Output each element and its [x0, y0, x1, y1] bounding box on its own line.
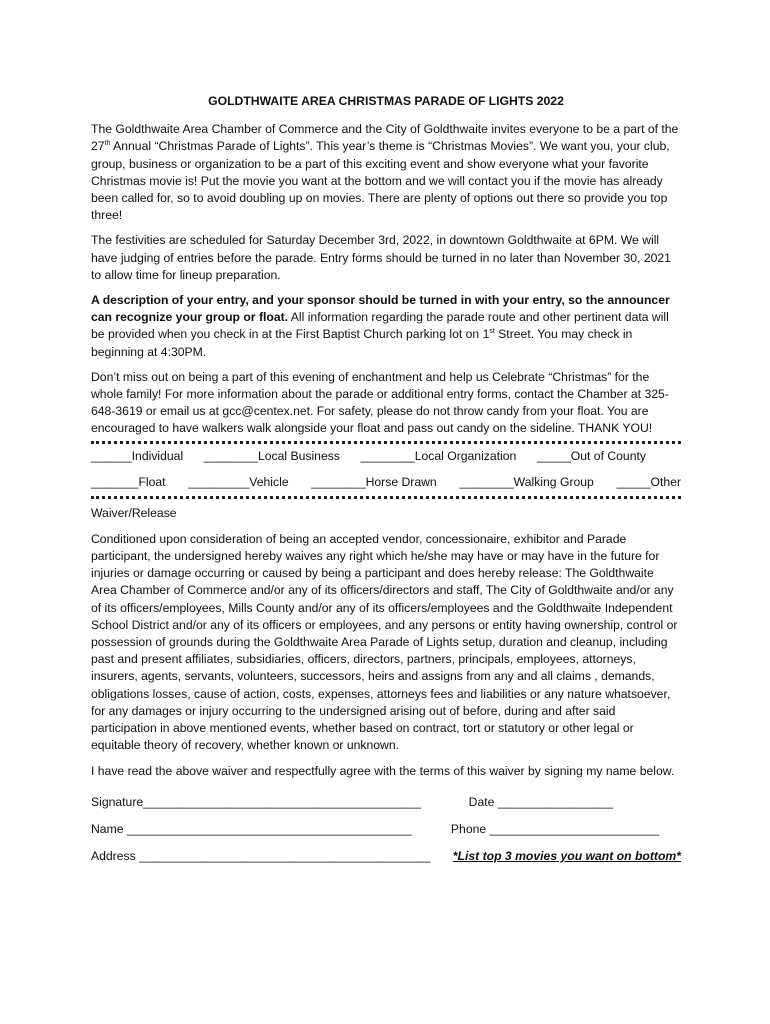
description-text-2: Street. You may check in beginning at 4:30PM.: [91, 327, 633, 359]
intro-superscript: th: [104, 140, 111, 148]
category-row-1: [91, 444, 681, 470]
address-line: [91, 843, 681, 870]
address-field[interactable]: Address ___________________________________________: [91, 848, 431, 863]
name-field[interactable]: Name __________________________________________: [91, 821, 412, 836]
waiver-paragraph: Conditioned upon consideration of being an accepted vendor, concessionaire, exhibitor and Parade participant, the undersigned hereby waives any right which he/she may have or may have in the future for injuries or damage occurring or caused by being a participant and does hereby release: The Goldthwaite Area Chamber of Commerce and/or any of its officers/directors and staff, The City of Goldthwaite and/or any of its officers/employees, Mills County and/or any of its officers/employees and the Goldthwaite Independent School District and/or any of its officers or employees, and any persons or entity having ownership, control or possession of grounds during the Goldthwaite Area Parade of Lights setup, duration and cleanup, including past and present affiliates, subsidiaries, officers, directors, partners, principals, employees, attorneys, insurers, agents, servants, volunteers, successors, heirs and assigns from any and all claims , demands, obligations losses, cause of action, costs, expenses, attorneys fees and liabilities or any nature whatsoever, for any damages or injury occurring to the undersigned arising out of before, during and after said participation in above mentioned events, whether based on contract, tort or statutory or other legal or equitable theory of recovery, whether known or unknown.: [91, 531, 678, 753]
intro-paragraph: [91, 121, 681, 224]
category-out-of-county[interactable]: _____Out of County: [536, 449, 646, 464]
schedule-paragraph: The festivities are scheduled for Saturday December 3rd, 2022, in downtown Goldthwaite at 6PM. We will have judging of entries before the parade. Entry forms should be turned in no later than November 30, 2021 to allow time for lineup preparation.: [91, 233, 671, 282]
agreement-paragraph: I have read the above waiver and respectfully agree with the terms of this waiver by signing my name below.: [91, 763, 675, 778]
category-individual[interactable]: ______Individual: [91, 449, 184, 464]
date-field[interactable]: Date _________________: [468, 794, 613, 809]
signature-field[interactable]: Signature_________________________________________: [91, 794, 422, 809]
intro-text-2: Annual “Christmas Parade of Lights”. This year’s theme is “Christmas Movies”. We want you, your club, group, business or organization to be a part of this exciting event and show everyone what your favorite Christmas movie is! Put the movie you want at the bottom and we will contact you if the movie has already been called for, so to avoid doubling up on movies. There are plenty of options out there so provide you top three!: [91, 139, 670, 223]
movies-note: *List top 3 movies you want on bottom*: [452, 848, 681, 863]
signature-fields: [91, 789, 681, 870]
name-line: [91, 816, 681, 843]
category-walking-group[interactable]: ________Walking Group: [459, 475, 594, 490]
form-page: [91, 93, 681, 870]
description-superscript: st: [489, 328, 495, 336]
description-bold-text: A description of your entry, and your sponsor should be turned in with your entry, so the announcer can recognize your group or float.: [91, 293, 670, 325]
signature-line: [91, 789, 681, 816]
category-local-organization[interactable]: ________Local Organization: [360, 449, 517, 464]
category-local-business[interactable]: ________Local Business: [203, 449, 340, 464]
page-title: GOLDTHWAITE AREA CHRISTMAS PARADE OF LIGHTS 2022: [208, 94, 564, 108]
category-vehicle[interactable]: _________Vehicle: [188, 475, 289, 490]
dotted-divider-bottom: [91, 496, 681, 499]
description-text-1: All information regarding the parade route and other pertinent data will be provided when you check in at the First Baptist Church parking lot on 1: [91, 310, 669, 342]
category-row-2: [91, 470, 681, 496]
intro-text-1: The Goldthwaite Area Chamber of Commerce and the City of Goldthwaite invites everyone to be a part of the 27: [91, 122, 679, 154]
contact-paragraph: Don’t miss out on being a part of this evening of enchantment and help us Celebrate “Christmas” for the whole family! For more information about the parade or additional entry forms, contact the Chamber at 325-648-3619 or email us at gcc@centex.net. For safety, please do not throw candy from your float. You are encouraged to have walkers walk alongside your float and pass out candy on the sideline. THANK YOU!: [91, 369, 669, 436]
category-other[interactable]: _____Other: [616, 475, 681, 490]
category-horse-drawn[interactable]: ________Horse Drawn: [311, 475, 437, 490]
waiver-label: Waiver/Release: [91, 505, 177, 520]
description-paragraph: [91, 292, 681, 361]
phone-field[interactable]: Phone _________________________: [450, 821, 659, 836]
category-float[interactable]: _______Float: [91, 475, 166, 490]
